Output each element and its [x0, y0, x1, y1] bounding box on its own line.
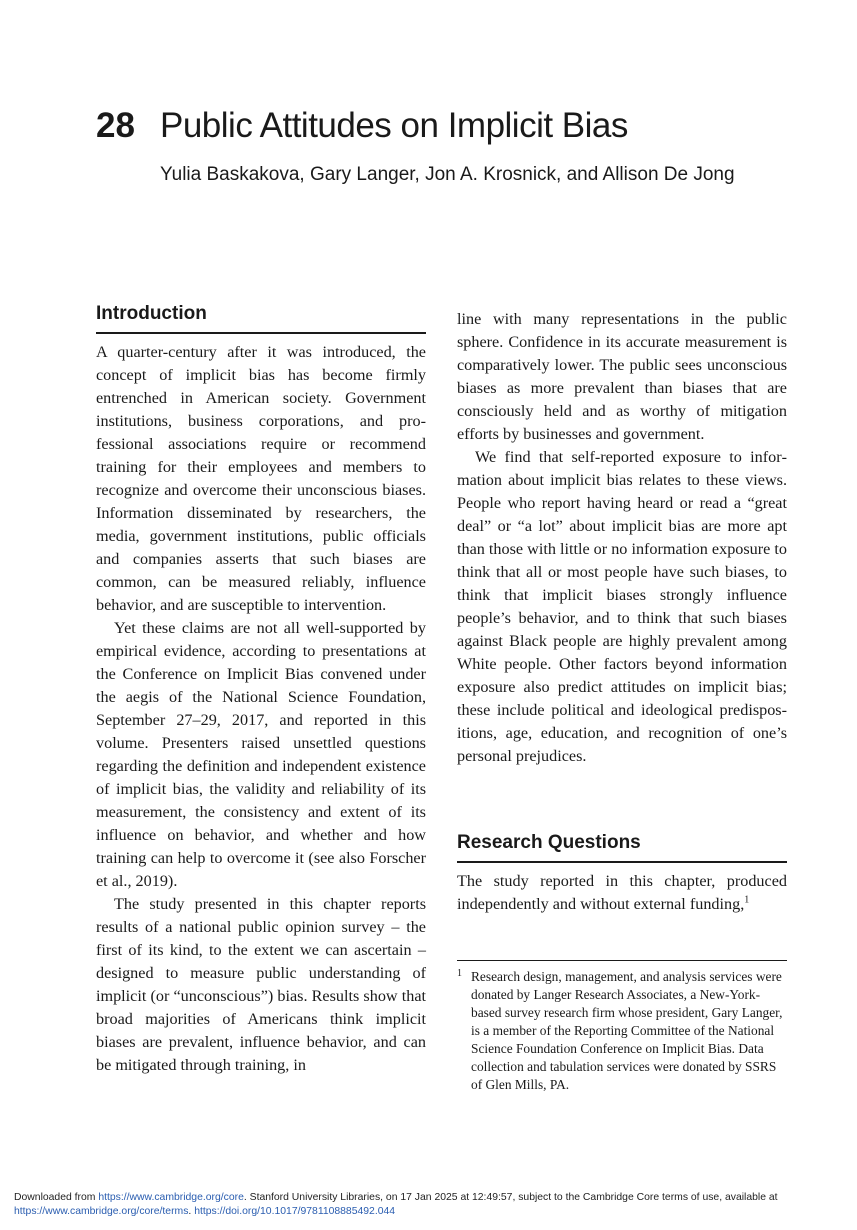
research-questions-rule: [457, 861, 787, 863]
download-footer: [14, 1191, 849, 1219]
footnote-number: 1: [457, 968, 462, 979]
footnote-marker[interactable]: 1: [744, 894, 750, 906]
right-column-body: [457, 308, 787, 768]
research-questions-body: [457, 870, 787, 916]
introduction-paragraph: The study presented in this chapter reports results of a national public opinion survey – the first of its kind, to the extent we can ascertain – designed to measure public understanding of implicit (or “unconscious”) bias. Results show that broad majorities of Americans think implicit biases are prevalent, influence behavior, and can be mitigated through training, in: [96, 895, 426, 1074]
footnote: [457, 968, 787, 1094]
footnote-text: Research design, management, and analysis services were donated by Langer Research Associates, a New-York-based survey research firm whose president, Gary Langer, is a member of the Reporting Committee of the National Science Foundation Conference on Implicit Bias. Data collection and tabulation services were donated by SSRS of Glen Mills, PA.: [471, 969, 783, 1092]
chapter-number: 28: [96, 106, 135, 145]
introduction-body: [96, 341, 426, 1077]
introduction-paragraph: Yet these claims are not all well-supported by empirical evidence, according to presentations at the Conference on Implicit Bias convened under the aegis of the National Science Foundation, September 27–29, 2017, and reported in this volume. Presenters raised unsettled questions regarding the definition and independent existence of implicit bias, the validity and reliability of its measurement, the consistency and extent of its influence on behavior, and whether and how training can help to overcome it (see also Forscher et al., 2019).: [96, 619, 426, 890]
footer-separator: .: [188, 1206, 195, 1217]
research-questions-paragraph: [457, 870, 787, 916]
chapter-title: Public Attitudes on Implicit Bias: [160, 106, 628, 145]
introduction-paragraph: A quarter-century after it was introduced, the concept of implicit bias has become firmly entrenched in American society. Government institutions, business corporations, and professional associations require or recommend training for their employees and members to recognize and overcome their unconscious biases. Information disseminated by researchers, the media, government institutions, public officials and companies asserts that such biases are common, can be measured reliably, influence behavior, and are susceptible to intervention.: [96, 343, 426, 614]
footer-prefix: Downloaded from: [14, 1192, 99, 1203]
doi-link[interactable]: https://doi.org/10.1017/9781108885492.044: [194, 1206, 396, 1217]
footer-middle: . Stanford University Libraries, on 17 Jan 2025 at 12:49:57, subject to the Cambridge Core terms of use, available at: [243, 1192, 778, 1203]
introduction-heading: Introduction: [96, 303, 207, 324]
body-paragraph: We find that self-reported exposure to information about implicit bias relates to these views. People who report having heard or read a “great deal” or “a lot” about implicit bias are more apt than those with little or no information exposure to think that all or most people have such biases, to think that implicit biases strongly influence people’s behavior, and to think that such biases against Black people are highly prevalent among White people. Other factors beyond information exposure also predict attitudes on implicit bias; these include political and ideological predispositions, age, education, and recognition of one’s personal prejudices.: [457, 448, 787, 765]
core-link[interactable]: https://www.cambridge.org/core: [98, 1192, 244, 1203]
continued-paragraph: line with many representations in the public sphere. Confidence in its accurate measurement is comparatively lower. The public sees unconscious biases as more prevalent than biases that are consciously held and as worthy of mitigation efforts by businesses and government.: [457, 310, 787, 443]
research-questions-heading: Research Questions: [457, 832, 641, 853]
footnote-rule: [457, 960, 787, 961]
chapter-authors: Yulia Baskakova, Gary Langer, Jon A. Krosnick, and Allison De Jong: [160, 164, 735, 185]
introduction-rule: [96, 332, 426, 334]
terms-link[interactable]: https://www.cambridge.org/core/terms: [14, 1206, 189, 1217]
research-questions-text: The study reported in this chapter, produced independently and without external funding,: [457, 872, 787, 913]
